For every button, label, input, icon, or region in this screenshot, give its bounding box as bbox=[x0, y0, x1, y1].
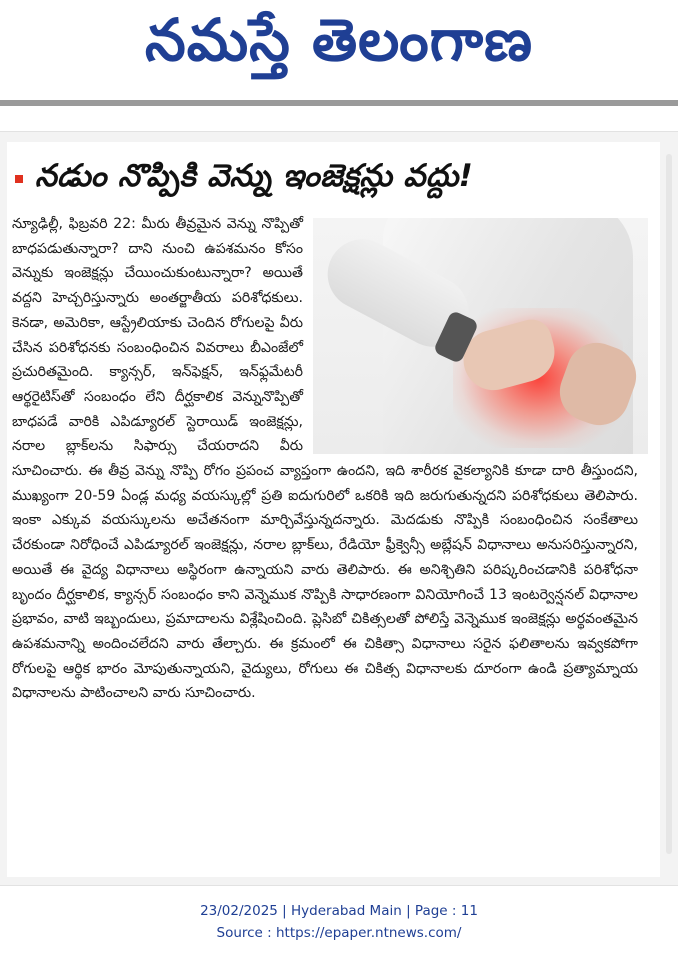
newspaper-logo: నమస్తే తెలంగాణ bbox=[145, 5, 533, 74]
scrollbar-thumb[interactable] bbox=[666, 154, 672, 854]
page-footer bbox=[0, 900, 678, 944]
edition-info: 23/02/2025 | Hyderabad Main | Page : 11 bbox=[200, 903, 478, 919]
masthead-divider bbox=[0, 100, 678, 106]
article-body-panel bbox=[7, 142, 660, 877]
article-text-block bbox=[12, 212, 638, 706]
article-headline: నడుం నొప్పికి వెన్ను ఇంజెక్షన్లు వద్దు! bbox=[35, 157, 474, 194]
back-pain-photo bbox=[313, 218, 648, 454]
headline-bullet-icon bbox=[15, 175, 23, 183]
article-clipping bbox=[0, 131, 678, 886]
source-link[interactable]: Source : https://epaper.ntnews.com/ bbox=[216, 925, 462, 941]
article-paragraph: న్యూఢిల్లీ, ఫిబ్రవరి 22: మీరు తీవ్రమైన వెన్ను నొప్పితో బాధపడుతున్నారా? దాని నుంచి ఉపశమనం కోసం వెన్నుకు ఇంజెక్షన్లు చేయించుకుంటున్నారా? అయితే వద్దని హెచ్చరిస్తున్నారు అంతర్జాతీయ పరిశోధకులు. కెనడా, అమెరికా, ఆస్ట్రేలియాకు చెందిన రోగులపై వీరు చేసిన పరిశోధనకు సంబంధించిన వివరాలు బీఎంజేలో ప్రచురితమైంది. క్యాన్సర్, ఇన్‌ఫెక్షన్, ఇన్‌ఫ్లమేటరీ ఆర్థరైటిస్‌తో సంబంధం లేని దీర్ఘకాలిక వెన్నునొప్పితో బాధపడే వారికి ఎపిడ్యూరల్ స్టెరాయిడ్ ఇంజెక్షన్లు, నరాల బ్లాక్‌లను సిఫార్సు చేయరాదని వీరు సూచించారు. ఈ తీవ్ర వెన్ను నొప్పి రోగం ప్రపంచ వ్యాప్తంగా ఉందని, ఇది శారీరక వైకల్యానికి కూడా దారి తీస్తుందని, ముఖ్యంగా 20-59 ఏండ్ల మధ్య వయస్కుల్లో ప్రతి ఐదుగురిలో ఒకరికి ఇది జరుగుతున్నదని పరిశోధకులు తెలిపారు. ఇంకా ఎక్కువ వయస్కులను అచేతనంగా మార్చివేస్తున్నదన్నారు. మెదడుకు నొప్పికి సంబంధించిన సంకేతాలు చేరకుండా నిరోధించే ఎపిడ్యూరల్ ఇంజెక్షన్లు, నరాల బ్లాక్‌లు, రేడియో ఫ్రీక్వెన్సీ అబ్లేషన్ విధానాలు అనుసరిస్తున్నారని, అయితే ఈ వైద్య విధానాలు అస్థిరంగా ఉన్నాయని వారు తెలిపారు. ఈ అనిశ్చితిని పరిష్కరించడానికి పరిశోధనా బృందం దీర్ఘకాలిక, క్యాన్సర్ సంబంధం కాని వెన్నెముక నొప్పికి సాధారణంగా వినియోగించే 13 ఇంటర్వెన్షనల్ విధానాల ప్రభావం, వాటి ఇబ్బందులు, ప్రమాదాలను విశ్లేషించింది. ప్లెసిబో చికిత్సలతో పోలిస్తే వెన్నెముక ఇంజెక్షన్లు అర్థవంతమైన ఉపశమనాన్ని అందించలేదని వారు తేల్చారు. ఈ క్రమంలో ఈ చికిత్సా విధానాలు సరైన ఫలితాలను ఇవ్వకపోగా రోగులపై ఆర్థిక భారం మోపుతున్నాయని, వైద్యులు, రోగులు ఈ చికిత్స విధానాలకు దూరంగా ఉండి ప్రత్యామ్నాయ విధానాలను పాటించాలని వారు సూచించారు. bbox=[12, 216, 638, 702]
vertical-scrollbar[interactable] bbox=[660, 132, 678, 885]
masthead bbox=[0, 0, 678, 100]
headline-row bbox=[13, 156, 473, 202]
